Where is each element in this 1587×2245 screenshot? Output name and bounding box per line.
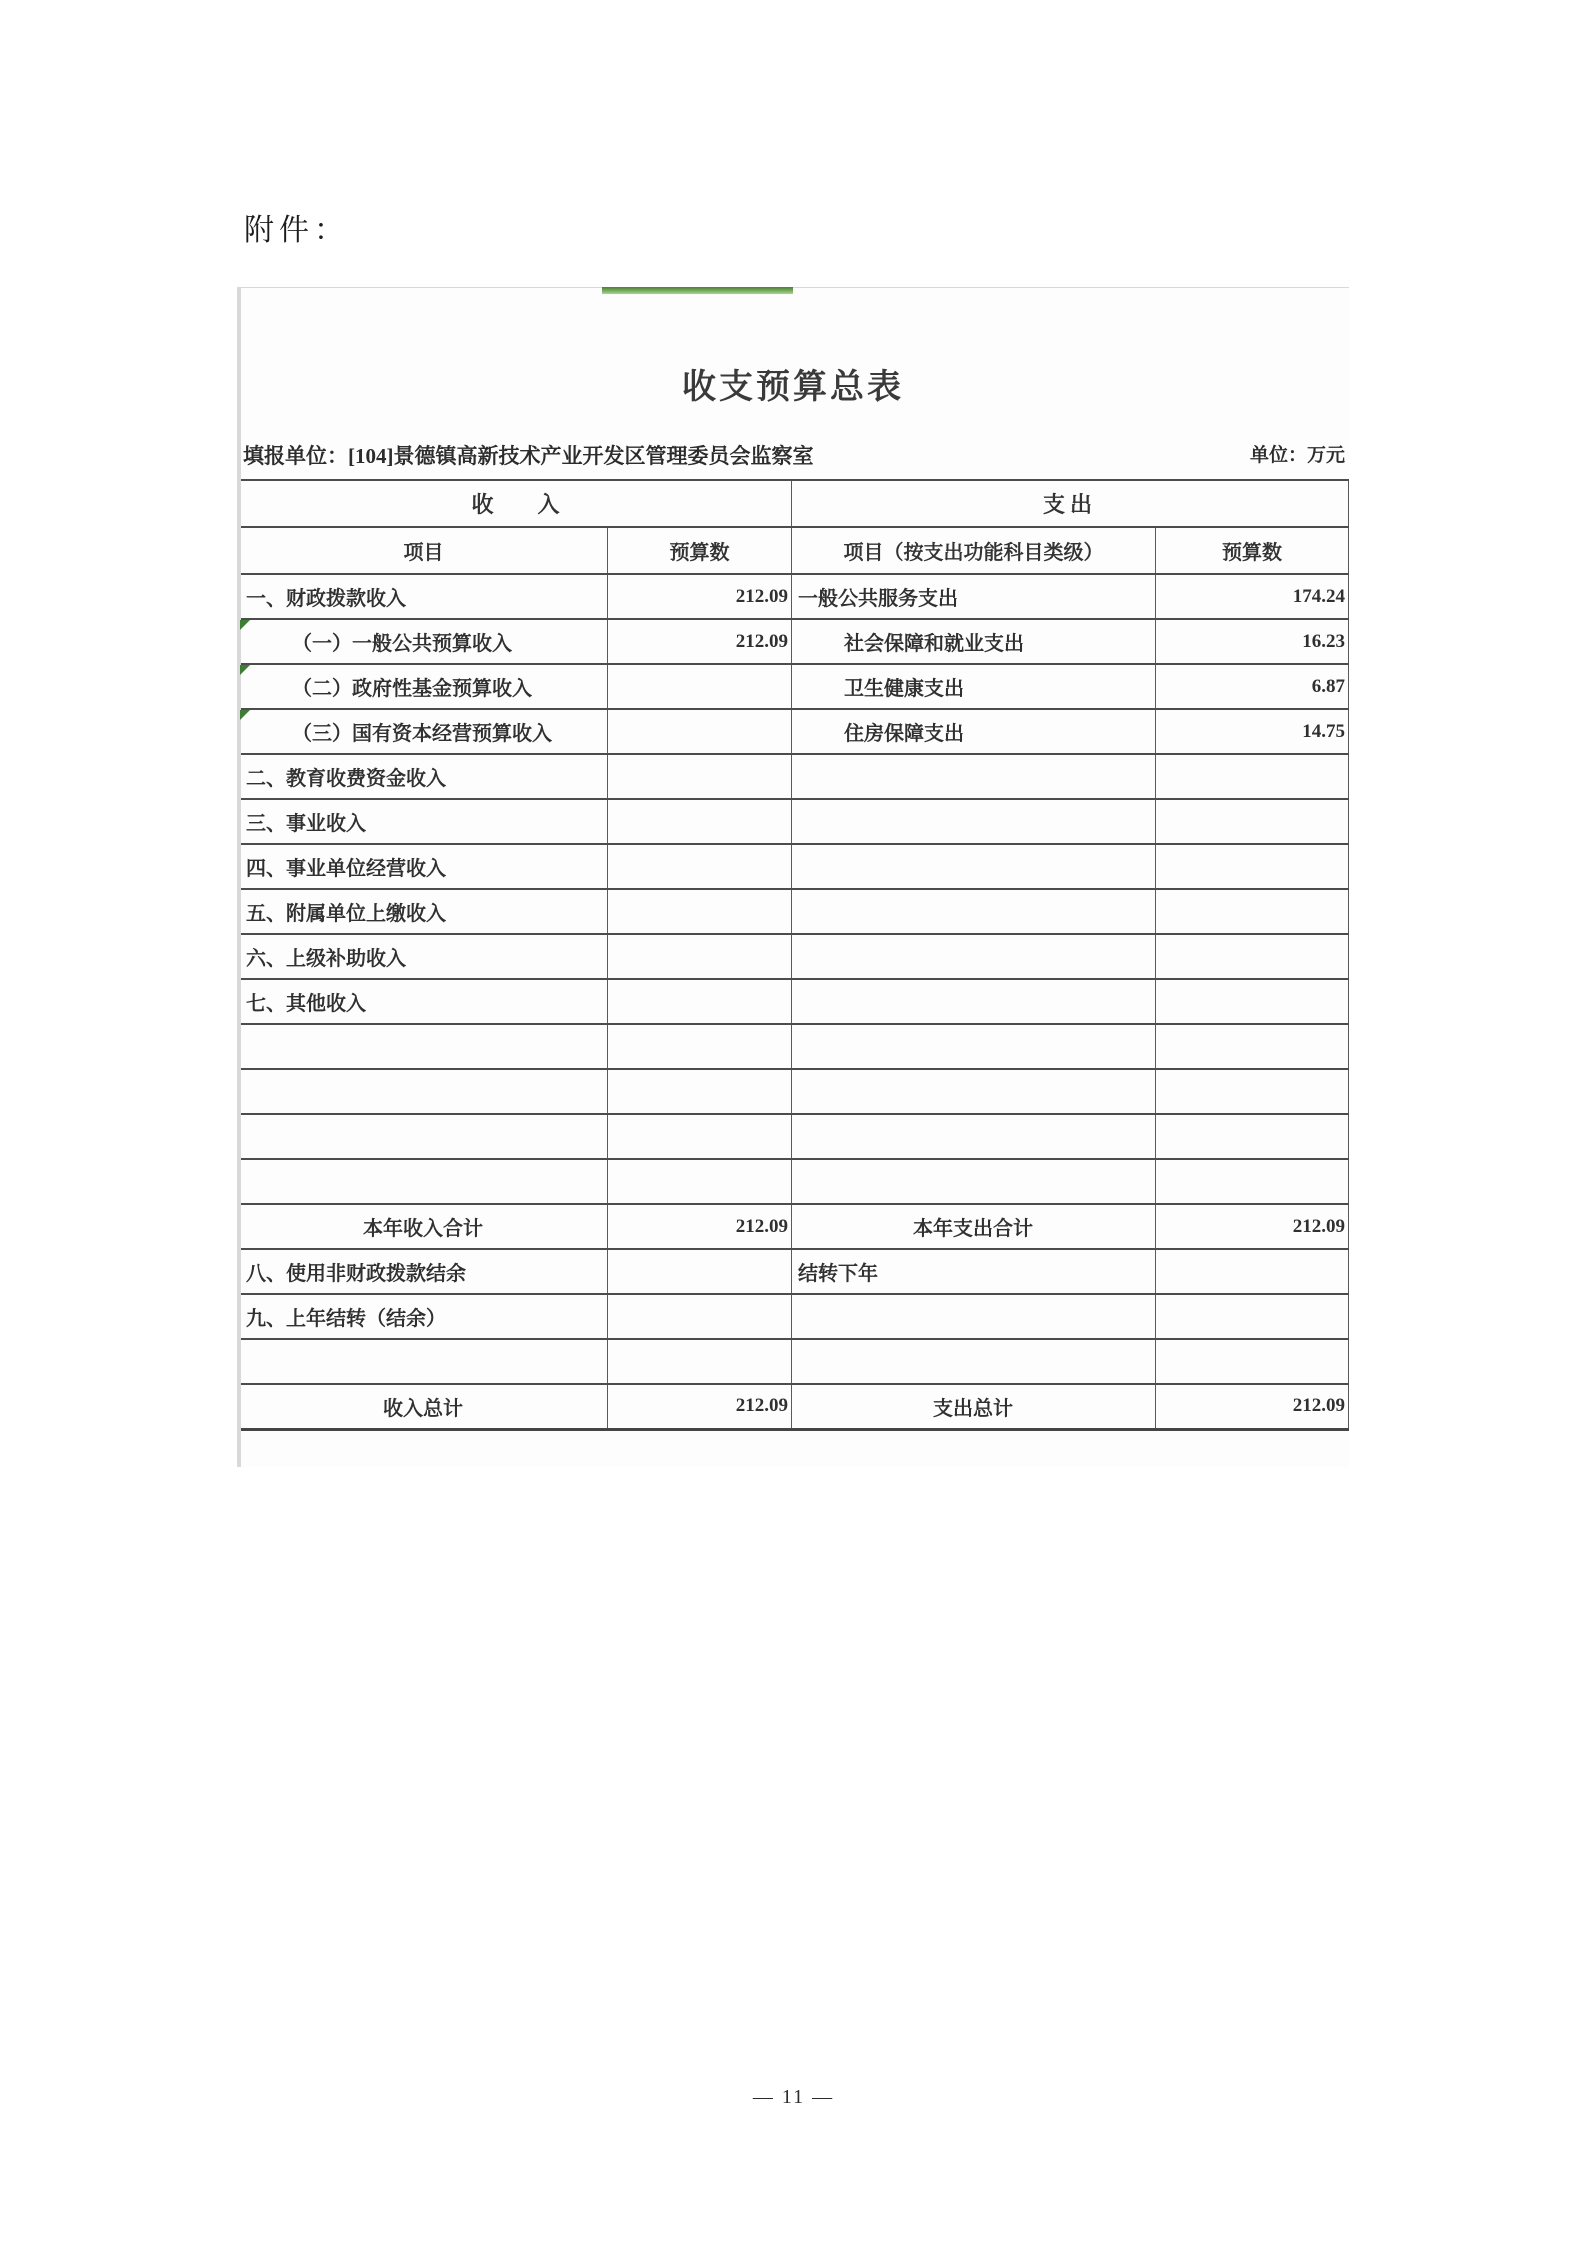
income-value-cell bbox=[608, 1204, 792, 1249]
expenditure-item-cell bbox=[792, 664, 1156, 709]
table-row bbox=[240, 979, 1349, 1024]
income-item-cell bbox=[240, 979, 608, 1024]
income-value-cell bbox=[608, 574, 792, 619]
report-title: 收支预算总表 bbox=[682, 369, 904, 406]
income-item-cell bbox=[240, 799, 608, 844]
income-value-cell bbox=[608, 799, 792, 844]
expenditure-item-cell bbox=[792, 1339, 1156, 1384]
table-row bbox=[240, 844, 1349, 889]
income-item-cell bbox=[240, 889, 608, 934]
expenditure-item-cell bbox=[792, 889, 1156, 934]
budget-sheet bbox=[237, 287, 1349, 1467]
income-item-cell-text: 六、上级补助收入 bbox=[246, 948, 406, 970]
income-item-cell bbox=[240, 934, 608, 979]
table-row bbox=[240, 709, 1349, 754]
expenditure-value-cell bbox=[1156, 664, 1349, 709]
table-row bbox=[240, 754, 1349, 799]
expenditure-section-header: 支出 bbox=[792, 480, 1349, 527]
column-header-income-item: 项目 bbox=[240, 527, 608, 574]
income-item-cell bbox=[240, 1204, 608, 1249]
income-value-cell bbox=[608, 1114, 792, 1159]
table-row bbox=[240, 1069, 1349, 1114]
table-row bbox=[240, 1114, 1349, 1159]
table-row bbox=[240, 574, 1349, 619]
income-item-cell-text: （三）国有资本经营预算收入 bbox=[292, 723, 552, 745]
expenditure-value-cell bbox=[1156, 1384, 1349, 1429]
green-corner-marker-icon bbox=[240, 620, 250, 630]
expenditure-value-cell bbox=[1156, 1069, 1349, 1114]
income-item-cell-text: 本年收入合计 bbox=[363, 1218, 483, 1240]
budget-table-body bbox=[240, 574, 1349, 1429]
expenditure-item-cell bbox=[792, 844, 1156, 889]
income-value-cell bbox=[608, 1024, 792, 1069]
table-row bbox=[240, 1384, 1349, 1429]
budget-table bbox=[239, 479, 1349, 1431]
expenditure-value-cell bbox=[1156, 799, 1349, 844]
income-item-cell-text: 三、事业收入 bbox=[246, 813, 366, 835]
income-item-cell bbox=[240, 1294, 608, 1339]
table-row bbox=[240, 1204, 1349, 1249]
expenditure-value-cell bbox=[1156, 1339, 1349, 1384]
expenditure-item-cell bbox=[792, 1294, 1156, 1339]
expenditure-item-cell bbox=[792, 1024, 1156, 1069]
income-value-cell-text: 212.09 bbox=[735, 585, 789, 607]
income-value-cell bbox=[608, 889, 792, 934]
income-item-cell bbox=[240, 1159, 608, 1204]
expenditure-value-cell bbox=[1156, 1294, 1349, 1339]
income-value-cell bbox=[608, 934, 792, 979]
expenditure-item-cell-text: 住房保障支出 bbox=[844, 723, 965, 745]
income-value-cell bbox=[608, 1249, 792, 1294]
income-value-cell bbox=[608, 1294, 792, 1339]
income-item-cell-text: 一、财政拨款收入 bbox=[246, 588, 406, 610]
income-item-cell bbox=[240, 844, 608, 889]
filing-unit-label: 填报单位：[104]景德镇高新技术产业开发区管理委员会监察室 bbox=[243, 444, 814, 468]
income-item-cell bbox=[240, 1024, 608, 1069]
expenditure-value-cell-text: 212.09 bbox=[1292, 1395, 1346, 1417]
expenditure-value-cell bbox=[1156, 1114, 1349, 1159]
income-item-cell bbox=[240, 664, 608, 709]
expenditure-value-cell bbox=[1156, 619, 1349, 664]
green-accent-bar bbox=[602, 287, 793, 294]
table-row bbox=[240, 1339, 1349, 1384]
expenditure-item-cell-text: 结转下年 bbox=[798, 1263, 879, 1285]
income-item-cell-text: 七、其他收入 bbox=[246, 993, 366, 1015]
expenditure-value-cell bbox=[1156, 1204, 1349, 1249]
expenditure-item-cell bbox=[792, 1114, 1156, 1159]
expenditure-value-cell bbox=[1156, 1249, 1349, 1294]
expenditure-value-cell bbox=[1156, 844, 1349, 889]
expenditure-item-cell bbox=[792, 979, 1156, 1024]
income-item-cell bbox=[240, 1114, 608, 1159]
table-row bbox=[240, 934, 1349, 979]
table-row bbox=[240, 1024, 1349, 1069]
green-corner-marker-icon bbox=[240, 710, 250, 720]
income-item-cell bbox=[240, 1069, 608, 1114]
income-item-cell-text: 九、上年结转（结余） bbox=[246, 1308, 446, 1330]
income-value-cell-text: 212.09 bbox=[735, 630, 789, 652]
expenditure-value-cell bbox=[1156, 709, 1349, 754]
income-item-cell-text: 八、使用非财政拨款结余 bbox=[246, 1263, 466, 1285]
expenditure-value-cell bbox=[1156, 754, 1349, 799]
income-item-cell bbox=[240, 1249, 608, 1294]
page-number: — 11 — bbox=[752, 2086, 835, 2108]
table-row bbox=[240, 799, 1349, 844]
expenditure-item-cell bbox=[792, 1384, 1156, 1429]
income-item-cell-text: 二、教育收费资金收入 bbox=[246, 768, 446, 790]
income-value-cell bbox=[608, 1069, 792, 1114]
income-value-cell bbox=[608, 844, 792, 889]
expenditure-item-cell bbox=[792, 1204, 1156, 1249]
income-item-cell bbox=[240, 754, 608, 799]
expenditure-item-cell bbox=[792, 1249, 1156, 1294]
table-row bbox=[240, 1294, 1349, 1339]
expenditure-item-cell-text: 社会保障和就业支出 bbox=[844, 633, 1025, 655]
section-header-row bbox=[240, 480, 1349, 527]
income-item-cell bbox=[240, 574, 608, 619]
expenditure-item-cell bbox=[792, 934, 1156, 979]
expenditure-item-cell bbox=[792, 574, 1156, 619]
income-value-cell bbox=[608, 979, 792, 1024]
expenditure-value-cell bbox=[1156, 574, 1349, 619]
income-item-cell-text: （二）政府性基金预算收入 bbox=[292, 678, 532, 700]
expenditure-item-cell bbox=[792, 1159, 1156, 1204]
expenditure-item-cell-text: 支出总计 bbox=[933, 1397, 1014, 1420]
expenditure-item-cell-text: 卫生健康支出 bbox=[844, 678, 965, 700]
income-value-cell-text: 212.09 bbox=[735, 1215, 789, 1237]
expenditure-value-cell bbox=[1156, 1159, 1349, 1204]
expenditure-item-cell bbox=[792, 799, 1156, 844]
income-item-cell-text: 五、附属单位上缴收入 bbox=[246, 903, 446, 925]
income-item-cell bbox=[240, 1339, 608, 1384]
expenditure-item-cell-text: 一般公共服务支出 bbox=[798, 588, 959, 610]
green-corner-marker-icon bbox=[240, 665, 250, 675]
table-row bbox=[240, 664, 1349, 709]
income-value-cell bbox=[608, 1384, 792, 1429]
attachment-label: 附件： bbox=[244, 214, 349, 247]
income-value-cell bbox=[608, 1159, 792, 1204]
income-value-cell bbox=[608, 664, 792, 709]
table-row bbox=[240, 619, 1349, 664]
income-item-cell-text: 四、事业单位经营收入 bbox=[246, 858, 446, 880]
income-item-cell bbox=[240, 619, 608, 664]
table-row bbox=[240, 889, 1349, 934]
expenditure-value-cell bbox=[1156, 979, 1349, 1024]
expenditure-value-cell-text: 212.09 bbox=[1292, 1215, 1346, 1237]
expenditure-item-cell-text: 本年支出合计 bbox=[913, 1218, 1034, 1240]
expenditure-item-cell bbox=[792, 709, 1156, 754]
expenditure-value-cell bbox=[1156, 934, 1349, 979]
expenditure-item-cell bbox=[792, 754, 1156, 799]
unit-label: 单位：万元 bbox=[1249, 445, 1345, 466]
column-header-expenditure-budget: 预算数 bbox=[1156, 527, 1349, 574]
column-header-income-budget: 预算数 bbox=[608, 527, 792, 574]
expenditure-value-cell bbox=[1156, 889, 1349, 934]
expenditure-value-cell-text: 14.75 bbox=[1302, 720, 1346, 742]
income-item-cell bbox=[240, 1384, 608, 1429]
income-value-cell bbox=[608, 709, 792, 754]
expenditure-value-cell-text: 16.23 bbox=[1302, 630, 1346, 652]
expenditure-value-cell bbox=[1156, 1024, 1349, 1069]
expenditure-value-cell-text: 6.87 bbox=[1311, 675, 1346, 697]
income-item-cell-text: （一）一般公共预算收入 bbox=[292, 633, 512, 655]
expenditure-item-cell bbox=[792, 619, 1156, 664]
income-value-cell bbox=[608, 1339, 792, 1384]
expenditure-value-cell-text: 174.24 bbox=[1292, 585, 1346, 607]
report-meta-row bbox=[243, 441, 1345, 471]
expenditure-item-cell bbox=[792, 1069, 1156, 1114]
income-item-cell bbox=[240, 709, 608, 754]
income-value-cell bbox=[608, 619, 792, 664]
income-item-cell-text: 收入总计 bbox=[383, 1397, 463, 1420]
income-value-cell bbox=[608, 754, 792, 799]
column-header-row bbox=[240, 527, 1349, 574]
income-value-cell-text: 212.09 bbox=[735, 1395, 789, 1417]
table-row bbox=[240, 1159, 1349, 1204]
column-header-expenditure-item: 项目（按支出功能科目类级） bbox=[792, 527, 1156, 574]
income-section-header: 收 入 bbox=[240, 480, 792, 527]
table-row bbox=[240, 1249, 1349, 1294]
